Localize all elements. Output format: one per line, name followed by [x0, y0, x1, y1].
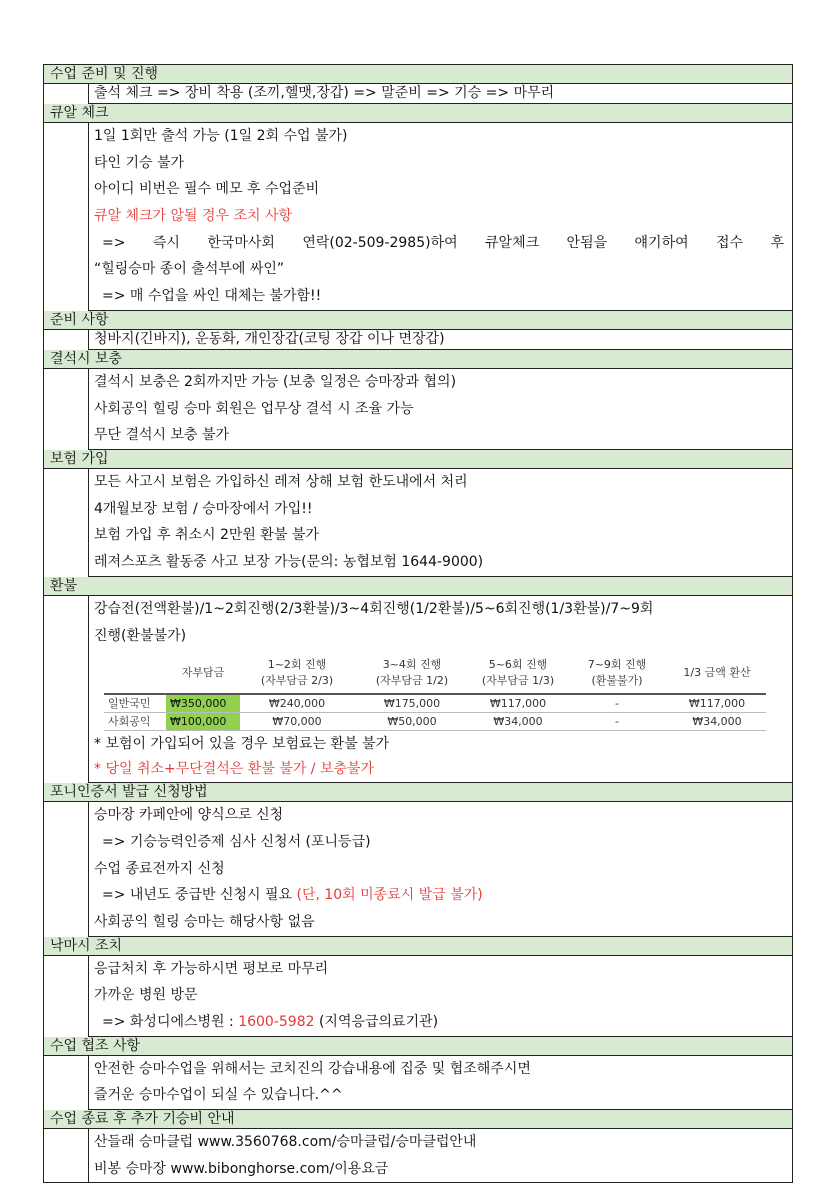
text-line: 가까운 병원 방문	[94, 987, 198, 1004]
table-cell: ₩117,000	[668, 694, 766, 713]
certificate-warning: (단, 10회 미종료시 발급 불가)	[296, 887, 483, 904]
table-cell: ₩117,000	[470, 694, 566, 713]
section-header-insurance: 보험 가입	[44, 450, 792, 469]
text-line: 사회공익 힐링 승마는 해당사항 없음	[94, 913, 315, 930]
section-body-class-progress	[88, 84, 792, 104]
section-body-pony-certificate	[88, 802, 792, 936]
section-body-fall-response	[88, 956, 792, 1037]
section-header-qr-check: 큐알 체크	[44, 104, 792, 123]
text-line: 안전한 승마수업을 위해서는 코치진의 강습내용에 집중 및 협조해주시면	[94, 1060, 531, 1077]
table-cell: -	[566, 713, 668, 731]
section-header-fall-response: 낙마시 조치	[44, 937, 792, 956]
table-cell: 일반국민	[104, 694, 166, 713]
text-line: 타인 기승 불가	[94, 154, 185, 171]
table-cell: ₩34,000	[668, 713, 766, 731]
table-cell: ₩50,000	[354, 713, 470, 731]
text-line: 레져스포츠 활동중 사고 보장 가능(문의: 농협보험 1644-9000)	[94, 553, 484, 570]
text-span: => 화성디에스병원 :	[102, 1014, 239, 1031]
refund-table-header-row	[104, 653, 766, 694]
text-line: => 매 수업을 싸인 대체는 불가함!!	[102, 288, 322, 305]
table-cell: ₩70,000	[240, 713, 354, 731]
section-header-preparation: 준비 사항	[44, 311, 792, 330]
section-body-preparation	[88, 330, 792, 350]
table-cell: 사회공익	[104, 713, 166, 731]
table-cell: ₩175,000	[354, 694, 470, 713]
text-line: => 즉시 한국마사회 연락(02-509-2985)하여 큐알체크 안됨을 얘기하여 접수 후	[102, 234, 784, 251]
section-body-extra-riding-fee	[88, 1129, 792, 1182]
qr-failure-heading: 큐알 체크가 않될 경우 조치 사항	[94, 208, 293, 225]
table-cell: -	[566, 694, 668, 713]
section-body-qr-check	[88, 123, 792, 311]
refund-table-header: 3~4회 진행 (자부담금 1/2)	[354, 653, 470, 694]
refund-table-header: 1~2회 진행 (자부담금 2/3)	[240, 653, 354, 694]
text-line: 청바지(긴바지), 운동화, 개인장갑(코팅 장갑 이나 면장갑)	[94, 330, 445, 347]
table-row	[104, 694, 766, 713]
hospital-phone: 1600-5982	[238, 1014, 315, 1031]
text-line: 진행(환불불가)	[94, 627, 187, 644]
text-line: 아이디 비번은 필수 메모 후 수업준비	[94, 181, 320, 198]
text-line: 모든 사고시 보험은 가입하신 레져 상해 보험 한도내에서 처리	[94, 473, 468, 490]
text-line: 즐거운 승마수업이 되실 수 있습니다.^^	[94, 1087, 343, 1104]
section-body-absence-makeup	[88, 369, 792, 450]
refund-table-header: 자부담금	[166, 653, 240, 694]
text-line: 출석 체크 => 장비 착용 (조끼,헬맷,장갑) => 말준비 => 기승 => 마무리	[94, 85, 555, 101]
text-span: => 내년도 중급반 신청시 필요	[102, 887, 297, 904]
section-body-refund	[88, 596, 792, 784]
table-row	[104, 713, 766, 731]
refund-table-header	[104, 653, 166, 694]
section-header-class-progress: 수업 준비 및 진행	[44, 65, 792, 84]
text-line: “힐링승마 종이 출석부에 싸인”	[94, 261, 285, 278]
text-line: 사회공익 힐링 승마 회원은 업무상 결석 시 조율 가능	[94, 400, 414, 417]
section-header-cooperation: 수업 협조 사항	[44, 1037, 792, 1056]
refund-note-warning: * 당일 취소+무단결석은 환불 불가 / 보충불가	[94, 761, 375, 778]
refund-note: * 보험이 가입되어 있을 경우 보험료는 환불 불가	[94, 736, 390, 753]
text-line: 무단 결석시 보충 불가	[94, 427, 230, 444]
text-line	[94, 882, 792, 909]
text-line: 4개월보장 보험 / 승마장에서 가입!!	[94, 500, 313, 517]
table-cell-highlight: ₩350,000	[166, 694, 240, 713]
section-body-cooperation	[88, 1056, 792, 1110]
refund-table-header: 7~9회 진행 (환불불가)	[566, 653, 668, 694]
refund-table-header: 1/3 금액 환산	[668, 653, 766, 694]
text-line: => 기승능력인증제 심사 신청서 (포니등급)	[102, 833, 371, 850]
text-line: 1일 1회만 출석 가능 (1일 2회 수업 불가)	[94, 128, 348, 144]
section-header-extra-riding-fee: 수업 종료 후 추가 기승비 안내	[44, 1110, 792, 1129]
text-line: 응급처치 후 가능하시면 평보로 마무리	[94, 960, 329, 977]
section-body-insurance	[88, 469, 792, 577]
refund-table	[104, 653, 766, 731]
text-span: (지역응급의료기관)	[314, 1014, 439, 1031]
text-line: 산들래 승마클럽 www.3560768.com/승마클럽/승마클럽안내	[94, 1134, 477, 1151]
section-header-absence-makeup: 결석시 보충	[44, 350, 792, 369]
text-line: 수업 종료전까지 신청	[94, 860, 225, 877]
text-line: 비봉 승마장 www.bibonghorse.com/이용요금	[94, 1160, 389, 1177]
text-line: 보험 가입 후 취소시 2만원 환불 불가	[94, 527, 319, 544]
text-line: 승마장 카페안에 양식으로 신청	[94, 807, 284, 824]
section-header-pony-certificate: 포니인증서 발급 신청방법	[44, 783, 792, 802]
notice-document	[43, 64, 793, 1183]
table-cell: ₩34,000	[470, 713, 566, 731]
text-line: 강습전(전액환불)/1~2회진행(2/3환불)/3~4회진행(1/2환불)/5~6회진행(1/3환불)/7~9회	[94, 600, 654, 617]
refund-table-header: 5~6회 진행 (자부담금 1/3)	[470, 653, 566, 694]
section-header-refund: 환불	[44, 577, 792, 596]
text-line	[94, 1009, 792, 1036]
text-line: 결석시 보충은 2회까지만 가능 (보충 일정은 승마장과 협의)	[94, 373, 457, 390]
table-cell-highlight: ₩100,000	[166, 713, 240, 731]
table-cell: ₩240,000	[240, 694, 354, 713]
